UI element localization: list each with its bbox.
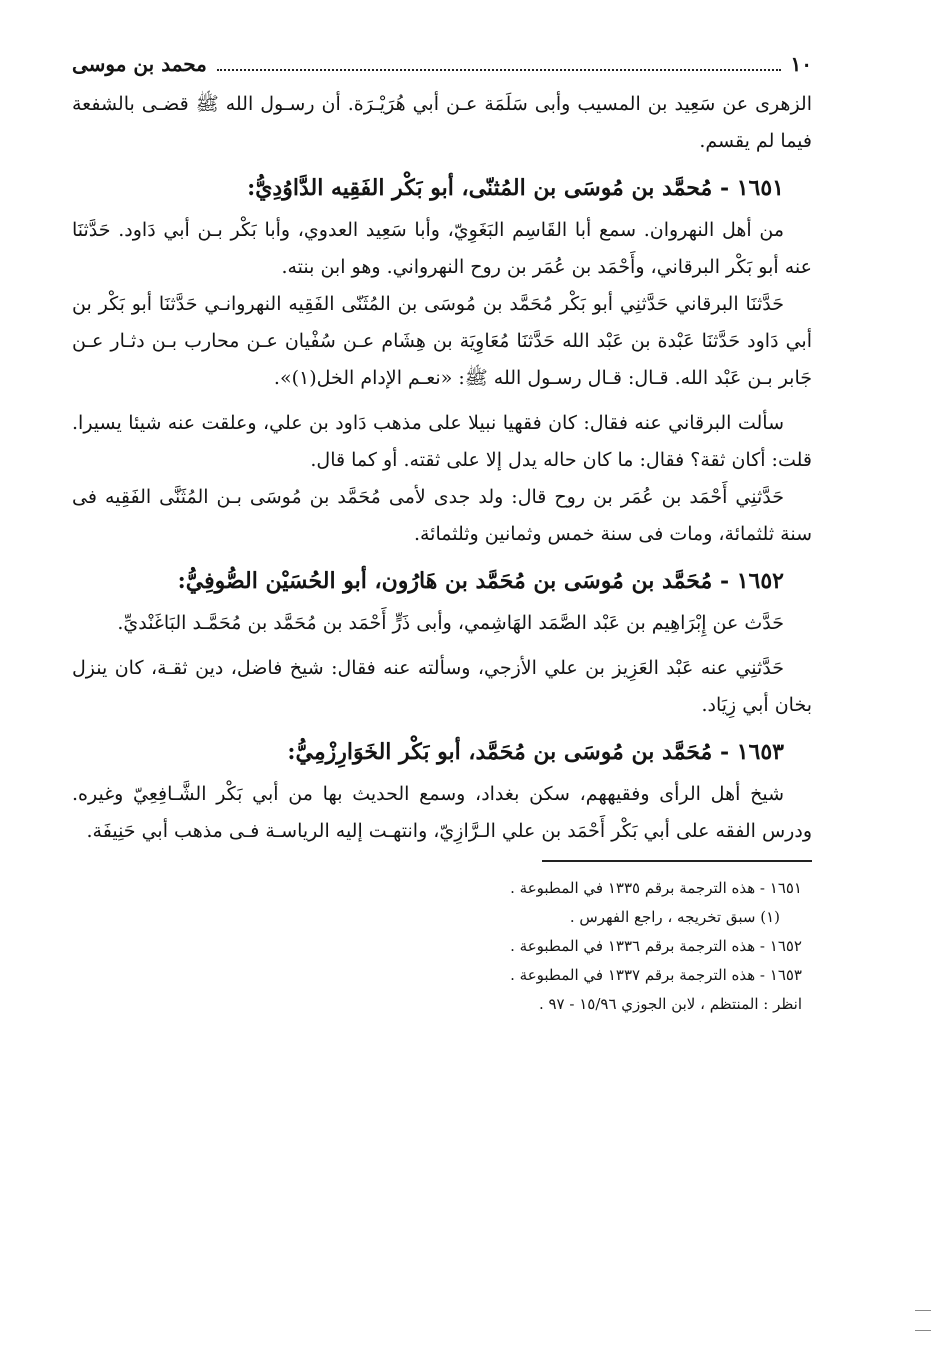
entry-1652-paragraph-2: حَدَّثنِي عنه عَبْد العَزِيز بن علي الأزجي، وسألته عنه فقال: شيخ فاضل، دين ثقـة، كان ينزل بخان أبي زِيَاد. (72, 657, 812, 716)
running-title: محمد بن موسى (72, 52, 207, 76)
footnote-1653: ١٦٥٣ - هذه الترجمة برقم ١٣٣٧ في المطبوعة . (510, 966, 802, 984)
scan-edge-mark (915, 1310, 931, 1311)
entry-1651-paragraph-2: حَدَّثنَا البرقاني حَدَّثنِي أبو بَكْر مُحَمَّد بن مُوسَى بن المُثَنّى الفَقِيه النهروانـي حَدَّثنَا أبو بَكْر بن أبي دَاود حَدَّثنَا عَبْدة بن عَبْد الله حَدَّثنَا مُعَاوِيَة بن هِشَام عـن سُفْيان عـن محارب بـن دثـار عـن جَابر بـن عَبْد الله. قـال: قـال رسـول الله ﷺ: «نعـم الإدام الخل(١)». (72, 293, 812, 389)
footnote-divider (542, 860, 812, 862)
scan-edge-mark (915, 1330, 931, 1331)
footnote-1652: ١٦٥٢ - هذه الترجمة برقم ١٣٣٦ في المطبوعة . (510, 937, 802, 955)
running-header (72, 52, 812, 86)
book-page (72, 52, 812, 1019)
entry-1653-paragraph-1: شيخ أهل الرأى وفقيههم، سكن بغداد، وسمع الحديث بها من أبي بَكْر الشَّـافِعِيّ وغيره. ودرس الفقه على أبي بَكْر أَحْمَد بن علي الـرَّازِيّ، وانتهـت إليه الرياسـة فـى مذهب أبي حَنِيفَة. (72, 783, 812, 842)
page-number: ١٠ (790, 52, 812, 76)
footnote-1651: ١٦٥١ - هذه الترجمة برقم ١٣٣٥ في المطبوعة . (510, 879, 802, 897)
entry-heading-1652: ١٦٥٢ - مُحَمَّد بن مُوسَى بن مُحَمَّد بن هَارُون، أبو الحُسَيْن الصُّوفِيُّ: (177, 568, 784, 594)
entry-1651-paragraph-3: سألت البرقاني عنه فقال: كان فقهيا نبيلا على مذهب دَاود بن علي، وعلقت عنه شيئا يسيرا. قلت: أكان ثقة؟ فقال: ما كان حاله يدل إلا على ثقته. أو كما قال. (72, 412, 812, 471)
entry-1651-paragraph-1: من أهل النهروان. سمع أبا القَاسِم البَغَوِيّ، وأبا سَعِيد العدوي، وأبا بَكْر بـن أبي دَاود. حَدَّثنَا عنه أبو بَكْر البرقاني، وأَحْمَد بن عُمَر بن روح النهرواني. وهو ابن بنته. (72, 219, 812, 278)
footnotes (72, 874, 812, 1019)
entry-heading-1653: ١٦٥٣ - مُحَمَّد بن مُوسَى بن مُحَمَّد، أبو بَكْر الخَوَارِزْمِيُّ: (287, 739, 784, 765)
footnote-ref-1: (١) سبق تخريجه ، راجع الفهرس . (569, 908, 780, 926)
entry-heading-1651: ١٦٥١ - مُحمَّد بن مُوسَى بن المُثنّى، أبو بَكْر الفَقِيه الدَّاوُدِيُّ: (247, 175, 784, 201)
footnote-see-also: انظر : المنتظم ، لابن الجوزي ١٥/٩٦ - ٩٧ . (538, 995, 802, 1013)
intro-text: الزهرى عن سَعِيد بن المسيب وأبى سَلَمَة عـن أبي هُرَيْـرَة. أن رسـول الله ﷺ قضـى بالشفعة فيما لم يقسم. (72, 93, 812, 152)
entry-1651-paragraph-4: حَدَّثنِي أَحْمَد بن عُمَر بن روح قال: ولد جدى لأمى مُحَمَّد بن مُوسَى بـن المُثَنَّى الفَقِيه فى سنة ثلثمائة، ومات فى سنة خمس وثمانين وثلثمائة. (72, 486, 812, 545)
entry-1652-paragraph-1: حَدَّث عن إِبْرَاهِيم بن عَبْد الصَّمَد الهَاشِمي، وأبى ذَرٍّ أَحْمَد بن مُحَمَّد بن مُحَمَّـد البَاغَنْديِّ. (117, 612, 784, 634)
dotted-leader (217, 57, 781, 71)
